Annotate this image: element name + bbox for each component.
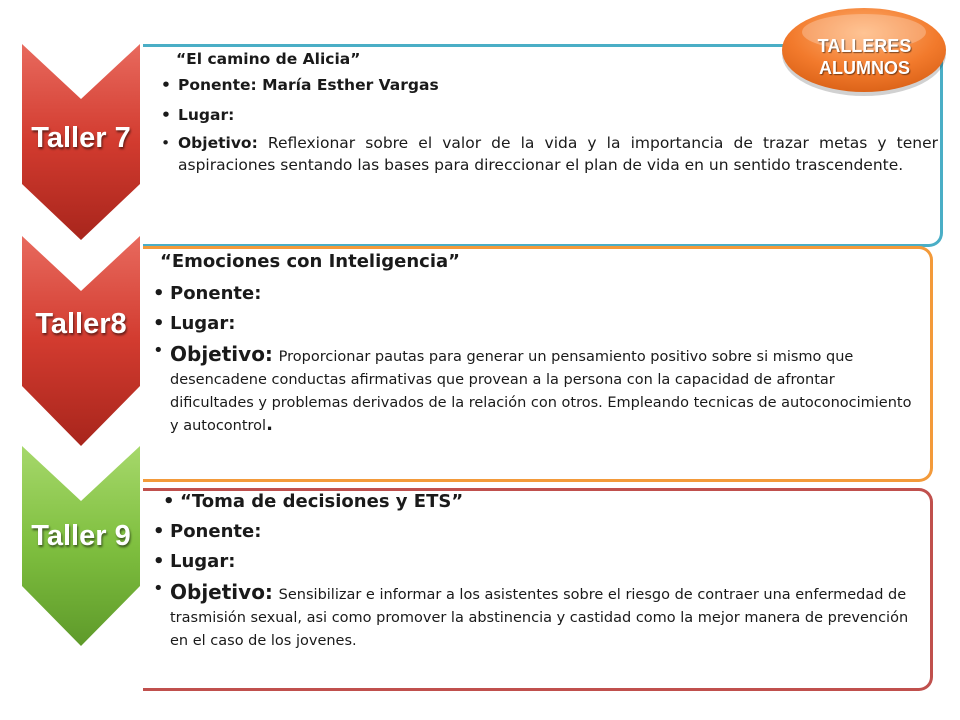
badge-line2: ALUMNOS xyxy=(819,58,910,78)
taller9-lugar: • Lugar: xyxy=(150,548,920,576)
taller9-content xyxy=(150,488,920,652)
taller8-content xyxy=(150,248,920,437)
taller8-ponente: • Ponente: xyxy=(150,280,920,308)
taller9-label: Taller 9 xyxy=(31,520,131,552)
taller8-label: Taller8 xyxy=(35,308,127,340)
taller7-objetivo: • Objetivo: Reflexionar sobre el valor de la vida y la importancia de trazar metas y tener aspiraciones sentando las bases para direccionar el plan de vida en un sentido trascendente. xyxy=(158,132,938,176)
taller8-title: “Emociones con Inteligencia” xyxy=(160,251,460,272)
taller9-title: • “Toma de decisiones y ETS” xyxy=(160,488,920,516)
taller7-ponente: • Ponente: María Esther Vargas xyxy=(158,72,938,98)
taller7-title: “El camino de Alicia” xyxy=(176,50,361,68)
badge-line1: TALLERES xyxy=(817,36,912,56)
taller9-chevron xyxy=(22,446,140,646)
taller8-lugar: • Lugar: xyxy=(150,310,920,338)
taller8-chevron xyxy=(22,236,140,446)
taller9-ponente: • Ponente: xyxy=(150,518,920,546)
taller9-objetivo: • Objetivo: Sensibilizar e informar a los asistentes sobre el riesgo de contraer una enfermedad de trasmisión sexual, asi como promover la abstinencia y castidad como la mejor manera de prevención en el caso de los jovenes. xyxy=(150,578,920,652)
taller7-label: Taller 7 xyxy=(31,122,131,154)
taller8-objetivo: • Objetivo: Proporcionar pautas para generar un pensamiento positivo sobre si mismo que desencadene conductas afirmativas que provean a la persona con la capacidad de afrontar dificultades y problemas derivados de la relación con otros. Empleando tecnicas de autoconocimiento y autocontrol. xyxy=(150,340,920,437)
taller7-lugar: • Lugar: xyxy=(158,102,938,128)
taller7-chevron xyxy=(22,44,140,240)
talleres-alumnos-badge xyxy=(776,2,953,100)
